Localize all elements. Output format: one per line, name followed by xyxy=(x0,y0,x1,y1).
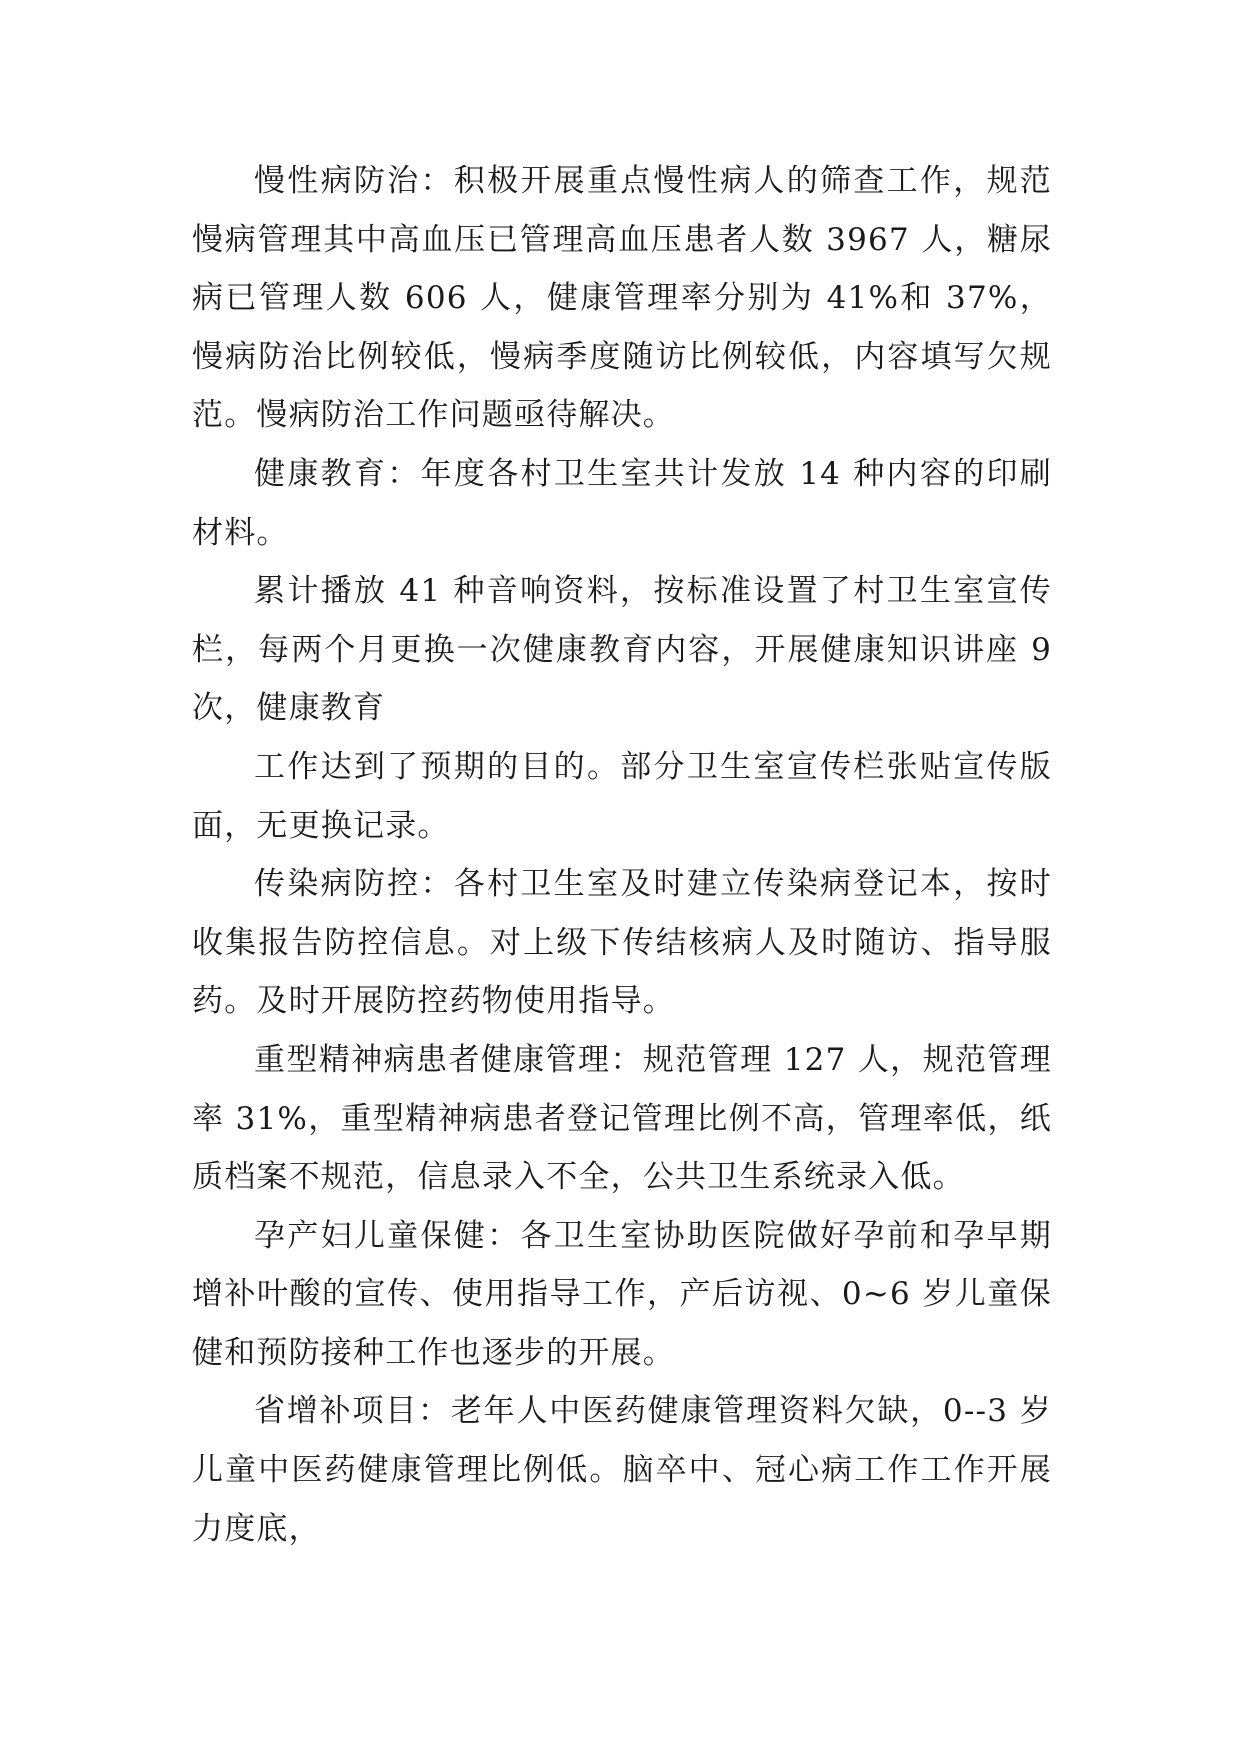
paragraph-maternal-child: 孕产妇儿童保健：各卫生室协助医院做好孕前和孕早期增补叶酸的宣传、使用指导工作，产后访视、0~6 岁儿童保健和预防接种工作也逐步的开展。 xyxy=(192,1217,1052,1371)
paragraph-infectious-disease: 传染病防控：各村卫生室及时建立传染病登记本，按时收集报告防控信息。对上级下传结核病人及时随访、指导服药。及时开展防控药物使用指导。 xyxy=(192,866,1052,1020)
paragraph-chronic-disease: 慢性病防治：积极开展重点慢性病人的筛查工作，规范慢病管理其中高血压已管理高血压患者人数 3967 人，糖尿病已管理人数 606 人，健康管理率分别为 41%和 37%，慢病防治比例较低，慢病季度随访比例较低，内容填写欠规范。慢病防治工作问题亟待解决。 xyxy=(192,163,1052,434)
paragraph-provincial-projects: 省增补项目：老年人中医药健康管理资料欠缺，0--3 岁儿童中医药健康管理比例低。脑卒中、冠心病工作工作开展力度底， xyxy=(192,1393,1052,1547)
paragraph-health-education: 健康教育：年度各村卫生室共计发放 14 种内容的印刷材料。 xyxy=(192,455,1052,551)
document-body xyxy=(192,152,1052,1558)
paragraph-mental-illness: 重型精神病患者健康管理：规范管理 127 人，规范管理率 31%，重型精神病患者登记管理比例不高，管理率低，纸质档案不规范，信息录入不全，公共卫生系统录入低。 xyxy=(192,1041,1052,1196)
paragraph-audio-materials: 累计播放 41 种音响资料，按标准设置了村卫生室宣传栏，每两个月更换一次健康教育内容，开展健康知识讲座 9 次，健康教育 xyxy=(192,573,1052,727)
paragraph-education-outcome: 工作达到了预期的目的。部分卫生室宣传栏张贴宣传版面，无更换记录。 xyxy=(192,748,1052,844)
